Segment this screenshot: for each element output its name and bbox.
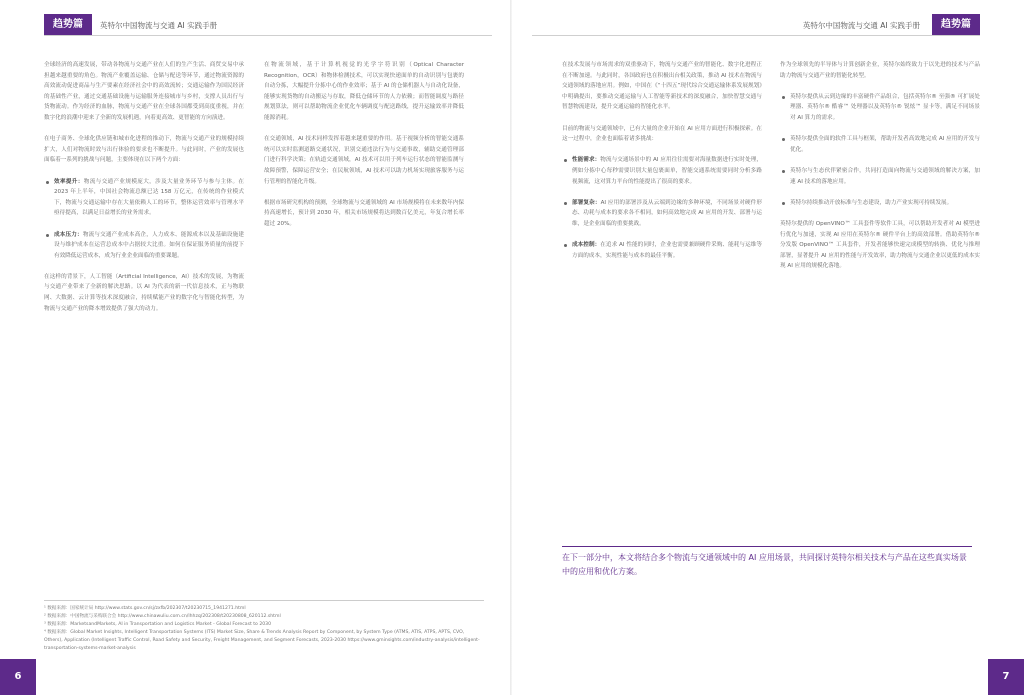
bullet-dot-icon: [782, 202, 785, 205]
list-item: [780, 198, 980, 209]
section-tag: 趋势篇: [44, 14, 92, 36]
bullet-title: 成本压力：: [54, 231, 83, 238]
right-page: [512, 0, 1024, 695]
paragraph: 在电子商务、全球化供应链和城市化进程的推动下，物流与交通产业的规模持续扩大，人们对物流时效与出行体验的要求也不断提升。与此同时，产业的发展也面临着一系列的挑战与问题，主要体现在以下两个方面：: [44, 136, 244, 164]
bullet-dot-icon: [564, 244, 567, 247]
paragraph: 在交通领域，AI 技术同样发挥着越来越重要的作用。基于视频分析的智能交通系统可以实时监测道路交通状况，识别交通违法行为与交通事故，辅助交通管理部门进行科学决策；在轨道交通领域，AI 技术可以用于列车运行状态的智能监测与故障预警，保障运营安全；在民航领域，AI 技术可以助力机场实现旅客服务与运行管理的智能化升级。: [264, 136, 464, 185]
bullet-text: 英特尔提供全面的软件工具与框架，帮助开发者高效地完成 AI 应用的开发与优化。: [790, 136, 980, 153]
header-divider: [532, 35, 980, 36]
bullet-title: 性能需求：: [572, 157, 601, 164]
bullet-text: 英特尔提供从云到边缘的丰富硬件产品组合，包括英特尔® 至强® 可扩展处理器、英特尔® 酷睿™ 处理器以及英特尔® 锐炫™ 显卡等，满足不同场景对 AI 算力的需求。: [790, 93, 980, 121]
bullet-dot-icon: [782, 170, 785, 173]
list-item: [780, 166, 980, 187]
bullet-title: 效率提升：: [54, 178, 84, 185]
header-divider: [44, 35, 492, 36]
footnote: ⁴ 数据来源：Global Market Insights, Intelligent Transportation Systems (ITS) Market Size, Share & Trends Analysis Report by Component, by System Type (ATMS, ATIS, ATPS, APTS, CVO, Others), Application (Intelligent Traffic Control, Road Safety and Security, Freight Management, and Segment Forecasts, 2023-2030 https://www.gminsights.com/industry-analysis/intelligent-transportation-systems-market-analysis: [44, 630, 480, 651]
bullet-text: 英特尔持续推动开放标准与生态建设，助力产业实现可持续发展。: [790, 199, 953, 206]
list-item: [780, 92, 980, 124]
list-item: [44, 230, 244, 262]
column-3: [562, 60, 762, 272]
highlight-callout: 在下一部分中，本文将结合多个物流与交通领域中的 AI 应用场景，共同探讨英特尔相关技术与产品在这些真实场景中的应用和优化方案。: [562, 546, 972, 579]
section-tag: 趋势篇: [932, 14, 980, 36]
bullet-dot-icon: [782, 96, 785, 99]
list-item: [562, 198, 762, 230]
paragraph: 作为全球领先的半导体与计算创新企业，英特尔始终致力于以先进的技术与产品助力物流与交通产业的智能化转型。: [780, 62, 980, 79]
paragraph: 在物流领域，基于计算机视觉的光学字符识别（Optical Character Recognition，OCR）和物体检测技术，可以实现快递面单的自动识别与包裹的自动分拣，大幅提升分拣中心的作业效率；基于 AI 的仓储机器人与自动化设备，能够实现货物的自动搬运与存取，降低仓储环节的人力依赖；而智能调度与路径规划算法，则可以帮助物流企业优化车辆调度与配送路线，提升运输效率并降低能源消耗。: [264, 62, 464, 121]
bullet-dot-icon: [782, 138, 785, 141]
page-number: 6: [0, 659, 36, 695]
footnotes: [44, 600, 484, 653]
paragraph: 在技术发展与市场需求的双重驱动下，物流与交通产业的智能化、数字化进程正在不断加速。与此同时，各国政府也在积极出台相关政策，推动 AI 技术在物流与交通领域的落地应用。例如，中国在《“十四五”现代综合交通运输体系发展规划》中明确提出，要推动交通运输与人工智能等新技术的深度融合，加快智慧交通与智慧物流建设，提升交通运输的智能化水平。: [562, 62, 762, 111]
paragraph: 在这样的背景下，人工智能（Artificial Intelligence，AI）技术的发展，为物流与交通产业带来了全新的解决思路。以 AI 为代表的新一代信息技术，正与物联网、大数据、云计算等技术深度融合，持续赋能产业的数字化与智能化转型，为物流与交通产业的降本增效提供了强大的动力。: [44, 273, 244, 312]
bullet-text: 英特尔与生态伙伴紧密合作，共同打造面向物流与交通领域的解决方案，加速 AI 技术的落地应用。: [790, 167, 980, 185]
bullet-list: [44, 177, 244, 262]
column-1: [44, 60, 244, 325]
bullet-text: AI 应用的部署涉及从云端到边缘的多种环境，不同场景对硬件形态、功耗与成本的要求各不相同，如何高效地完成 AI 应用的开发、部署与运维，是企业面临的重要挑战。: [572, 199, 762, 227]
bullet-title: 成本控制：: [572, 242, 601, 249]
paragraph: 根据市场研究机构的预测，全球物流与交通领域的 AI 市场规模将在未来数年内保持高速增长，预计到 2030 年，相关市场规模将达到数百亿美元，年复合增长率超过 20%。: [264, 199, 464, 227]
page-number: 7: [988, 659, 1024, 695]
bullet-text: 物流与交通产业成本高企，人力成本、能源成本以及基础设施建设与维护成本在运营总成本中占据较大比重。如何在保证服务质量的前提下有效降低运营成本，成为行业企业面临的重要课题。: [54, 231, 244, 259]
bullet-dot-icon: [46, 181, 49, 184]
right-header: [512, 14, 1024, 36]
list-item: [562, 155, 762, 187]
footnote: ¹ 数据来源：国家统计局 http://www.stats.gov.cn/sj/zxfb/202307/t20230715_1941271.html: [44, 606, 246, 611]
column-4: [780, 60, 980, 282]
paragraph: 全球经济的高速发展，带动各物流与交通产业在人们的生产生活、商贸交易中承担越来越重要的角色。物流产业覆盖运输、仓储与配送等环节，通过物流资源的高效流动促进商品与生产要素在经济社会中的高效流转；交通运输作为国民经济的基础性产业，通过交通基础设施与运输服务连接城市与乡村，支撑人员出行与货物流动。作为经济的血脉，物流与交通产业在全球各国都受到高度重视，并在数字化的浪潮中迎来了全新的发展机遇，向着更高效、更智能的方向演进。: [44, 62, 244, 121]
header-title: 英特尔中国物流与交通 AI 实践手册: [802, 21, 920, 30]
column-2: [264, 60, 464, 240]
bullet-dot-icon: [46, 234, 49, 237]
list-item: [780, 134, 980, 155]
bullet-text: 物流与交通场景中的 AI 应用往往需要对海量数据进行实时处理，例如分拣中心每秒需要识别大量包裹面单，智能交通系统需要同时分析多路视频流，这对算力平台的性能提出了很高的要求。: [572, 157, 762, 185]
bullet-text: 物流与交通产业规模庞大，涉及大量业务环节与参与主体。在 2023 年上半年，中国社会物流总额已达 158 万亿元，在传统的作业模式下，物流与交通运输中存在大量依赖人工的环节，整体运营效率与管理水平亟待提高，以满足日益增长的业务需求。: [54, 178, 244, 217]
list-item: [562, 240, 762, 261]
bullet-text: 在追求 AI 性能的同时，企业也需要兼顾硬件采购、能耗与运维等方面的成本，实现性能与成本的最佳平衡。: [572, 242, 762, 259]
list-item: [44, 177, 244, 219]
paragraph: 英特尔提供的 OpenVINO™ 工具套件等软件工具，可以帮助开发者对 AI 模型进行优化与加速，实现 AI 应用在英特尔® 硬件平台上的高效部署。借助英特尔® 分发版 OpenVINO™ 工具套件，开发者能够快速完成模型的转换、优化与推理部署，显著提升 AI 应用的性能与开发效率，助力物流与交通企业以更低的成本实现 AI 应用的规模化落地。: [780, 220, 980, 270]
footnote: ³ 数据来源：MarketsandMarkets, AI in Transportation and Logistics Market - Global Forecast to 2030: [44, 622, 272, 627]
left-header: [0, 14, 512, 36]
paragraph: 目前的物流与交通领域中，已有大量的企业开始在 AI 应用方面进行积极探索。在这一过程中，企业也面临着诸多挑战：: [562, 125, 762, 143]
bullet-dot-icon: [564, 202, 567, 205]
footnote: ² 数据来源：中国物流与采购联合会 http://www.chinawuliu.com.cn/lhhzq/202308/t20230808_620112.shtml: [44, 614, 281, 619]
bullet-list: [562, 155, 762, 261]
header-title: 英特尔中国物流与交通 AI 实践手册: [100, 21, 218, 30]
bullet-title: 部署复杂：: [572, 199, 601, 206]
bullet-list: [780, 92, 980, 209]
bullet-dot-icon: [564, 159, 567, 162]
